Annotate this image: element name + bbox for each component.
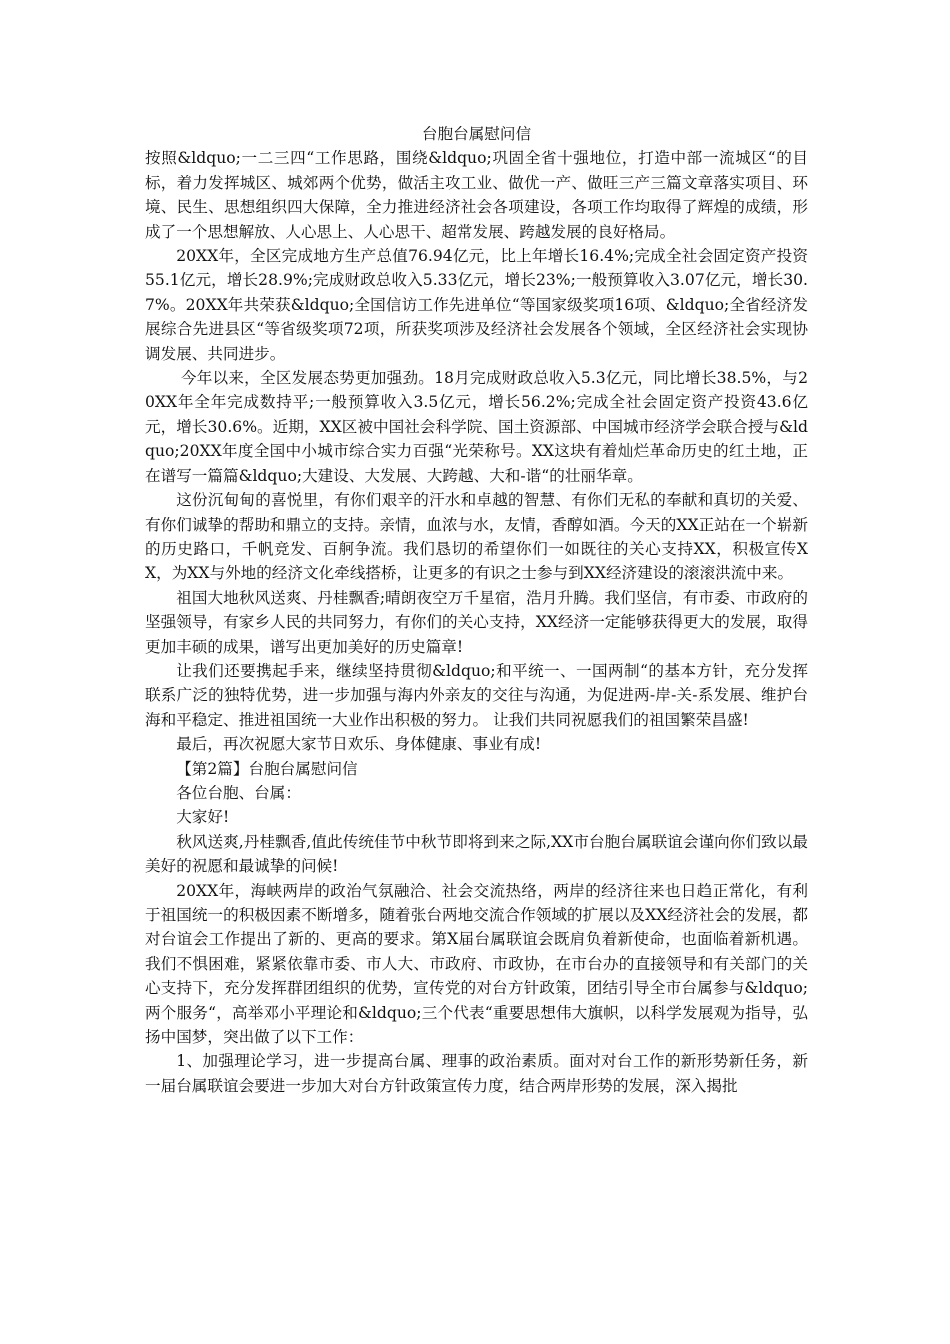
section-2-heading: 【第2篇】台胞台属慰问信 — [176, 759, 358, 778]
paragraph-unity-call: 让我们还要携起手来，继续坚持贯彻&ldquo;和平统一、一国两制“的基本方针，充分发挥联系广泛的独特优势，进一步加强与海内外亲友的交往与沟通，为促进两-岸-关-系发展、维护台海和平稳定、推进祖国统一大业作出积极的努力。 让我们共同祝愿我们的祖国繁荣昌盛! — [145, 661, 808, 729]
paragraph-current-momentum: 今年以来，全区发展态势更加强劲。18月完成财政总收入5.3亿元，同比增长38.5%，与20XX年全年完成数持平;一般预算收入3.5亿元，增长56.2%;完成全社会固定资产投资43.6亿元，增长30.6%。近期，XX区被中国社会科学院、国土资源部、中国城市经济学会联合授与&ldquo;20XX年度全国中小城市综合实力百强“光荣称号。XX这块有着灿烂革命历史的红土地，正在谱写一篇篇&ldquo;大建设、大发展、大跨越、大和-谐“的壮丽华章。 — [145, 369, 808, 485]
document-page — [145, 122, 808, 1098]
paragraph-annual-results: 20XX年，全区完成地方生产总值76.94亿元，比上年增长16.4%;完成全社会固定资产投资55.1亿元，增长28.9%;完成财政总收入5.33亿元，增长23%;一般预算收入3.07亿元，增长30.7%。20XX年共荣获&ldquo;全国信访工作先进单位“等国家级奖项16项、&ldquo;全省经济发展综合先进县区“等省级奖项72项，所获奖项涉及经济社会发展各个领域，全区经济社会实现协调发展、共同进步。 — [145, 247, 808, 363]
document-title: 台胞台属慰问信 — [421, 125, 532, 143]
section-2-opening: 秋风送爽,丹桂飘香,值此传统佳节中秋节即将到来之际,XX市台胞台属联谊会谨向你们致以最美好的祝愿和最诚挚的问候! — [145, 832, 808, 876]
paragraph-closing-wishes: 最后，再次祝愿大家节日欢乐、身体健康、事业有成! — [176, 735, 542, 754]
section-2-salutation: 各位台胞、台属： — [176, 783, 301, 802]
section-2-point-1: 1、加强理论学习，进一步提高台属、理事的政治素质。面对对台工作的新形势新任务，新一届台属联谊会要进一步加大对台方针政策宣传力度，结合两岸形势的发展，深入揭批 — [145, 1052, 808, 1095]
paragraph-work-approach: 按照&ldquo;一二三四“工作思路，围绕&ldquo;巩固全省十强地位，打造中部一流城区“的目标，着力发挥城区、城郊两个优势，做活主攻工业、做优一产、做旺三产三篇文章落实项目、环境、民生、思想组织四大保障，全力推进经济社会各项建设，各项工作均取得了辉煌的成绩，形成了一个思想解放、人心思上、人心思干、超常发展、跨越发展的良好格局。 — [145, 149, 808, 241]
paragraph-confidence: 祖国大地秋风送爽、丹桂飘香;晴朗夜空万千星宿，浩月升腾。我们坚信，有市委、市政府的坚强领导，有家乡人民的共同努力，有你们的关心支持，XX经济一定能够获得更大的发展，取得更加丰硕的成果，谱写出更加美好的历史篇章! — [145, 588, 808, 656]
section-2-greeting: 大家好! — [176, 808, 230, 827]
paragraph-gratitude: 这份沉甸甸的喜悦里，有你们艰辛的汗水和卓越的智慧、有你们无私的奉献和真切的关爱、有你们诚挚的帮助和鼎立的支持。亲情，血浓与水，友情，香醇如酒。今天的XX正站在一个崭新的历史路口，千帆竞发、百舸争流。我们恳切的希望你们一如既往的关心支持XX，积极宣传XX，为XX与外地的经济文化牵线搭桥，让更多的有识之士参与到XX经济建设的滚滚洪流中来。 — [145, 491, 808, 583]
section-2-body: 20XX年，海峡两岸的政治气氛融洽、社会交流热络，两岸的经济往来也日趋正常化，有利于祖国统一的积极因素不断增多，随着张台两地交流合作领域的扩展以及XX经济社会的发展，都对台谊会工作提出了新的、更高的要求。第X届台属联谊会既肩负着新使命，也面临着新机遇。我们不惧困难，紧紧依靠市委、市人大、市政府、市政协，在市台办的直接领导和有关部门的关心支持下，充分发挥群团组织的优势，宣传党的对台方针政策，团结引导全市台属参与&ldquo;两个服务“，高举邓小平理论和&ldquo;三个代表“重要思想伟大旗帜，以科学发展观为指导，弘扬中国梦，突出做了以下工作： — [145, 881, 808, 1047]
